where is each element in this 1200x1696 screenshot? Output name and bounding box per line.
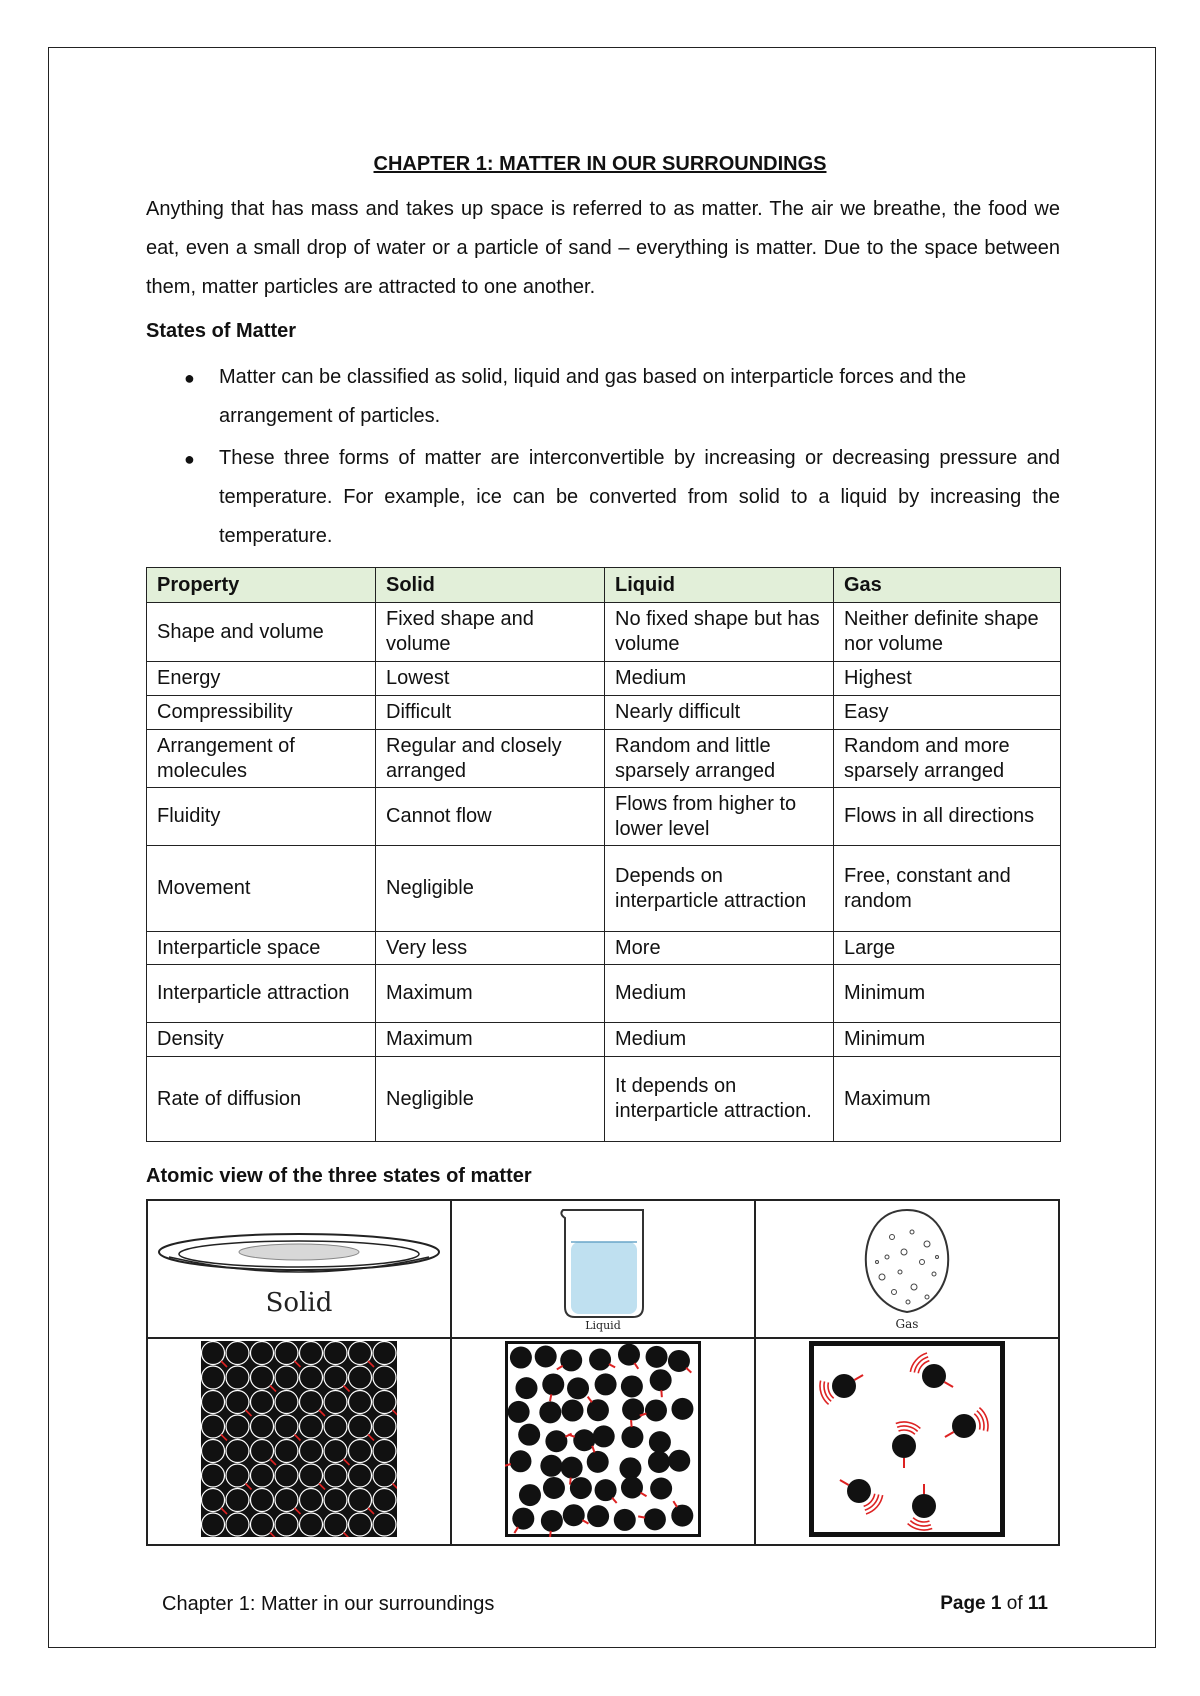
bullet-dot-icon: ● xyxy=(184,368,195,388)
gas-particles-cell xyxy=(755,1338,1059,1545)
header-cell: Gas xyxy=(834,568,1061,603)
table-cell: Minimum xyxy=(834,1023,1061,1057)
table-cell: Nearly difficult xyxy=(605,696,834,730)
table-cell: Interparticle attraction xyxy=(147,965,376,1023)
chapter-title: CHAPTER 1: MATTER IN OUR SURROUNDINGS xyxy=(373,153,827,175)
table-header-row xyxy=(147,568,1061,603)
table-cell: Highest xyxy=(834,662,1061,696)
table-row xyxy=(147,1023,1061,1057)
table-cell: Negligible xyxy=(376,1057,605,1142)
header-cell: Property xyxy=(147,568,376,603)
table-cell: Interparticle space xyxy=(147,932,376,965)
table-cell: Lowest xyxy=(376,662,605,696)
beaker-icon xyxy=(533,1202,673,1332)
table-cell: Rate of diffusion xyxy=(147,1057,376,1142)
table-cell: Medium xyxy=(605,965,834,1023)
table-cell: Arrangement of molecules xyxy=(147,730,376,788)
gas-illustration-cell xyxy=(755,1200,1059,1338)
table-cell: Maximum xyxy=(376,1023,605,1057)
table-cell: Medium xyxy=(605,1023,834,1057)
page-current: 1 xyxy=(990,1593,1002,1614)
table-row xyxy=(147,696,1061,730)
table-cell: It depends on interparticle attraction. xyxy=(605,1057,834,1142)
solid-label: Solid xyxy=(265,1287,333,1318)
liquid-particles-diagram xyxy=(505,1341,701,1537)
intro-paragraph: Anything that has mass and takes up space is referred to as matter. The air we breathe, the food we eat, even a small drop of water or a particle of sand – everything is matter. Due to the space between them, matter particles are attracted to one another. xyxy=(146,198,1060,298)
table-cell: Compressibility xyxy=(147,696,376,730)
table-cell: Density xyxy=(147,1023,376,1057)
table-cell: Large xyxy=(834,932,1061,965)
page-prefix: Page xyxy=(940,1593,986,1614)
table-cell: Energy xyxy=(147,662,376,696)
solid-particles-diagram xyxy=(201,1341,397,1537)
table-cell: No fixed shape but has volume xyxy=(605,603,834,662)
table-cell: Very less xyxy=(376,932,605,965)
table-row xyxy=(147,932,1061,965)
table-cell: Shape and volume xyxy=(147,603,376,662)
table-cell: Movement xyxy=(147,846,376,932)
liquid-label: Liquid xyxy=(585,1318,621,1332)
table-row xyxy=(147,846,1061,932)
properties-table xyxy=(146,567,1061,1142)
table-cell: Easy xyxy=(834,696,1061,730)
table-row xyxy=(147,1057,1061,1142)
table-cell: Medium xyxy=(605,662,834,696)
table-cell: Depends on interparticle attraction xyxy=(605,846,834,932)
atomic-view-table xyxy=(146,1199,1060,1546)
bullet-1: Matter can be classified as solid, liquid and gas based on interparticle forces and the arrangement of particles. xyxy=(219,366,967,427)
page-total: 11 xyxy=(1027,1593,1048,1614)
solid-illustration-cell xyxy=(147,1200,451,1338)
table-row xyxy=(147,965,1061,1023)
table-cell: More xyxy=(605,932,834,965)
table-cell: Neither definite shape nor volume xyxy=(834,603,1061,662)
header-cell: Liquid xyxy=(605,568,834,603)
table-cell: Regular and closely arranged xyxy=(376,730,605,788)
table-cell: Fluidity xyxy=(147,788,376,846)
table-cell: Random and little sparsely arranged xyxy=(605,730,834,788)
table-cell: Maximum xyxy=(376,965,605,1023)
atomic-view-heading: Atomic view of the three states of matter xyxy=(146,1165,532,1187)
gas-label: Gas xyxy=(895,1316,919,1331)
solid-particles-cell xyxy=(147,1338,451,1545)
table-cell: Flows in all directions xyxy=(834,788,1061,846)
page-of: of xyxy=(1006,1593,1023,1614)
header-cell: Solid xyxy=(376,568,605,603)
table-cell: Cannot flow xyxy=(376,788,605,846)
table-cell: Flows from higher to lower level xyxy=(605,788,834,846)
table-cell: Maximum xyxy=(834,1057,1061,1142)
table-row xyxy=(147,662,1061,696)
footer-chapter: Chapter 1: Matter in our surroundings xyxy=(162,1593,495,1615)
liquid-particles-cell xyxy=(451,1338,755,1545)
footer-page-number xyxy=(940,1593,1048,1615)
bullet-2: These three forms of matter are interconvertible by increasing or decreasing pressure and temperature. For example, ice can be converted from solid to a liquid by increasing the temperature. xyxy=(219,447,1060,547)
table-cell: Minimum xyxy=(834,965,1061,1023)
table-row xyxy=(147,603,1061,662)
table-cell: Fixed shape and volume xyxy=(376,603,605,662)
balloon-icon xyxy=(842,1202,972,1332)
states-heading: States of Matter xyxy=(146,320,297,342)
table-cell: Free, constant and random xyxy=(834,846,1061,932)
table-cell: Difficult xyxy=(376,696,605,730)
bullet-dot-icon: ● xyxy=(184,449,195,469)
table-row xyxy=(147,788,1061,846)
plate-icon xyxy=(149,1207,449,1327)
table-cell: Negligible xyxy=(376,846,605,932)
table-row xyxy=(147,730,1061,788)
liquid-illustration-cell xyxy=(451,1200,755,1338)
table-cell: Random and more sparsely arranged xyxy=(834,730,1061,788)
gas-particles-diagram xyxy=(809,1341,1005,1537)
